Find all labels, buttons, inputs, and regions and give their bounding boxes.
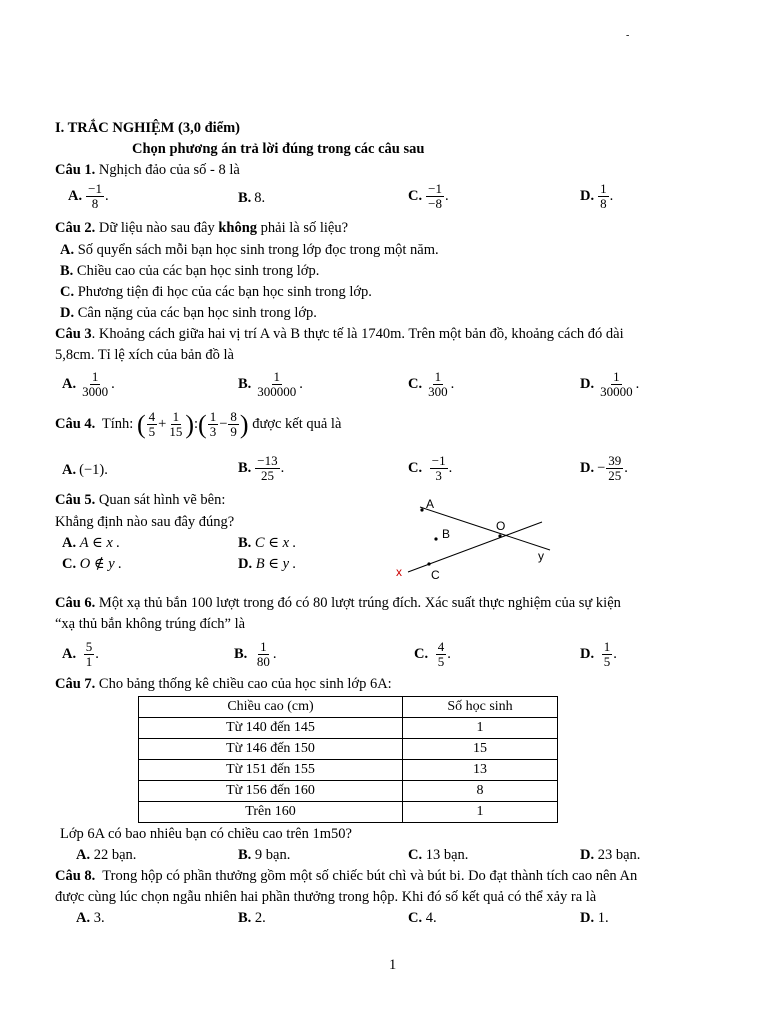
label-a: A bbox=[426, 497, 435, 511]
fraction: $\frac{1}{3}$ bbox=[209, 409, 217, 439]
question-8: Câu 8. Trong hộp có phần thưởng gồm một số chiếc bút chì và bút bi. Do đạt thành tích cao nên An bbox=[55, 868, 638, 884]
q7-option-d[interactable]: D. 23 bạn. bbox=[580, 847, 641, 863]
q7-option-c[interactable]: C. 13 bạn. bbox=[408, 847, 469, 863]
q5-option-c[interactable]: C. O ∉ y . bbox=[62, 556, 122, 572]
table-cell: 8 bbox=[403, 781, 558, 802]
q3-option-a[interactable]: A. $\frac{1}{3000}$ . bbox=[62, 369, 115, 399]
q8-option-d[interactable]: D. 1. bbox=[580, 910, 609, 926]
label-x: x bbox=[396, 565, 402, 579]
q8-option-b[interactable]: B. 2. bbox=[238, 910, 266, 926]
q3-option-c[interactable]: C. $\frac{1}{300}$ . bbox=[408, 369, 455, 399]
q5-option-a[interactable]: A. A ∈ x . bbox=[62, 535, 120, 551]
label-y: y bbox=[538, 549, 544, 563]
fraction: $\frac{4}{5}$ bbox=[437, 639, 445, 669]
fraction: $\frac{1}{30000}$ bbox=[600, 369, 633, 399]
table-header: Số học sinh bbox=[403, 697, 558, 718]
table-cell: Từ 156 đến 160 bbox=[139, 781, 403, 802]
fraction: $\frac{-1}{-8}$ bbox=[428, 181, 442, 211]
fraction: $\frac{1}{5}$ bbox=[603, 639, 611, 669]
q8-option-c[interactable]: C. 4. bbox=[408, 910, 437, 926]
question-3-line2: 5,8cm. Tỉ lệ xích của bản đồ là bbox=[55, 347, 234, 363]
label-c: C bbox=[431, 568, 440, 582]
table-row bbox=[139, 739, 558, 760]
question-5: Câu 5. Quan sát hình vẽ bên: bbox=[55, 492, 226, 508]
fraction: $\frac{1}{300000}$ bbox=[257, 369, 297, 399]
label-b: B bbox=[442, 527, 451, 541]
table-header: Chiều cao (cm) bbox=[139, 697, 403, 718]
point-a bbox=[420, 508, 423, 511]
q4-option-b[interactable]: B. $\frac{-13}{25}$ . bbox=[238, 453, 285, 483]
q6-option-d[interactable]: D. $\frac{1}{5}$ . bbox=[580, 639, 617, 669]
table-cell: Từ 140 đến 145 bbox=[139, 718, 403, 739]
q6-option-a[interactable]: A. $\frac{5}{1}$ . bbox=[62, 639, 99, 669]
fraction: $\frac{1}{80}$ bbox=[256, 639, 270, 669]
fraction: $\frac{39}{25}$ bbox=[608, 453, 622, 483]
table-cell: 15 bbox=[403, 739, 558, 760]
question-2: Câu 2. Dữ liệu nào sau đây không phải là số liệu? bbox=[55, 220, 349, 236]
fraction: $\frac{1}{3000}$ bbox=[82, 369, 109, 399]
q1-option-b[interactable]: B. 8. bbox=[238, 190, 266, 206]
point-c bbox=[427, 562, 430, 565]
label-o: O bbox=[496, 519, 506, 533]
question-text: Nghịch đảo của số - 8 là bbox=[98, 162, 240, 178]
fraction: $\frac{-1}{8}$ bbox=[88, 181, 102, 211]
table-cell: Từ 146 đến 150 bbox=[139, 739, 403, 760]
point-o bbox=[498, 534, 501, 537]
q4-option-a[interactable]: A. (−1). bbox=[62, 462, 108, 478]
question-7-prompt: Lớp 6A có bao nhiêu bạn có chiều cao trên 1m50? bbox=[60, 826, 352, 842]
q4-option-c[interactable]: C. $\frac{-1}{3}$ . bbox=[408, 453, 453, 483]
height-stats-table bbox=[138, 696, 558, 823]
q2-option-a[interactable]: A. Số quyển sách mỗi bạn học sinh trong lớp đọc trong một năm. bbox=[60, 242, 439, 258]
q8-option-a[interactable]: A. 3. bbox=[76, 910, 105, 926]
q7-option-a[interactable]: A. 22 bạn. bbox=[76, 847, 137, 863]
table-row bbox=[139, 802, 558, 823]
question-5-line2: Khẳng định nào sau đây đúng? bbox=[55, 514, 235, 530]
question-7: Câu 7. Cho bảng thống kê chiều cao của học sinh lớp 6A: bbox=[55, 676, 392, 692]
fraction: $\frac{1}{15}$ bbox=[169, 409, 183, 439]
question-4: Câu 4. Tính: ( $\frac{4}{5}$ + $\frac{1}{15}$ ) : ( $\frac{1}{3}$ − $\frac{8}{9}$ ) được kết quả là bbox=[55, 409, 342, 439]
table-header-row bbox=[139, 697, 558, 718]
q3-option-b[interactable]: B. $\frac{1}{300000}$ . bbox=[238, 369, 303, 399]
section-instruction: Chọn phương án trả lời đúng trong các câu sau bbox=[132, 141, 425, 157]
fraction: $\frac{1}{8}$ bbox=[600, 181, 607, 211]
fraction: $\frac{-1}{3}$ bbox=[431, 453, 446, 483]
section-title: I. TRẮC NGHIỆM (3,0 điểm) bbox=[55, 120, 241, 136]
table-row bbox=[139, 760, 558, 781]
table-row bbox=[139, 781, 558, 802]
q5-option-d[interactable]: D. B ∈ y . bbox=[238, 556, 297, 572]
fraction: $\frac{4}{5}$ bbox=[148, 409, 156, 439]
q2-option-d[interactable]: D. Cân nặng của các bạn học sinh trong lớp. bbox=[60, 305, 317, 321]
corner-mark: - bbox=[626, 30, 630, 41]
question-label: Câu 1. bbox=[55, 162, 96, 178]
q4-option-d[interactable]: D. − $\frac{39}{25}$ . bbox=[580, 453, 628, 483]
q1-option-c[interactable]: C. $\frac{-1}{-8}$ . bbox=[408, 181, 449, 211]
question-6-line2: “xạ thủ bắn không trúng đích” là bbox=[55, 616, 246, 632]
fraction: $\frac{1}{300}$ bbox=[428, 369, 448, 399]
table-cell: 1 bbox=[403, 802, 558, 823]
question-6: Câu 6. Một xạ thủ bắn 100 lượt trong đó có 80 lượt trúng đích. Xác suất thực nghiệm của sự kiện bbox=[55, 595, 621, 611]
question-8-line2: được cùng lúc chọn ngẫu nhiên hai phần thưởng trong hộp. Khi đó số kết quả có thể xảy ra là bbox=[55, 889, 597, 905]
q3-option-d[interactable]: D. $\frac{1}{30000}$ . bbox=[580, 369, 640, 399]
q5-option-b[interactable]: B. C ∈ x . bbox=[238, 535, 297, 551]
table-row bbox=[139, 718, 558, 739]
table-cell: Trên 160 bbox=[139, 802, 403, 823]
q2-option-c[interactable]: C. Phương tiện đi học của các bạn học sinh trong lớp. bbox=[60, 284, 372, 300]
question-1 bbox=[55, 162, 240, 179]
q1-option-a[interactable]: A. $\frac{-1}{8}$ . bbox=[68, 181, 109, 211]
fraction: $\frac{-13}{25}$ bbox=[257, 453, 278, 483]
point-b bbox=[434, 537, 437, 540]
table-cell: 13 bbox=[403, 760, 558, 781]
q6-option-b[interactable]: B. $\frac{1}{80}$ . bbox=[234, 639, 277, 669]
q6-option-c[interactable]: C. $\frac{4}{5}$ . bbox=[414, 639, 451, 669]
geometry-figure bbox=[390, 492, 560, 584]
table-cell: 1 bbox=[403, 718, 558, 739]
q1-option-d[interactable]: D. $\frac{1}{8}$ . bbox=[580, 181, 614, 211]
table-cell: Từ 151 đến 155 bbox=[139, 760, 403, 781]
fraction: $\frac{5}{1}$ bbox=[85, 639, 93, 669]
question-3: Câu 3. Khoảng cách giữa hai vị trí A và B thực tế là 1740m. Trên một bản đồ, khoảng cách đó dài bbox=[55, 326, 624, 342]
page-number: 1 bbox=[389, 957, 397, 973]
q2-option-b[interactable]: B. Chiều cao của các bạn học sinh trong lớp. bbox=[60, 263, 320, 279]
fraction: $\frac{8}{9}$ bbox=[230, 409, 237, 439]
q7-option-b[interactable]: B. 9 bạn. bbox=[238, 847, 291, 863]
